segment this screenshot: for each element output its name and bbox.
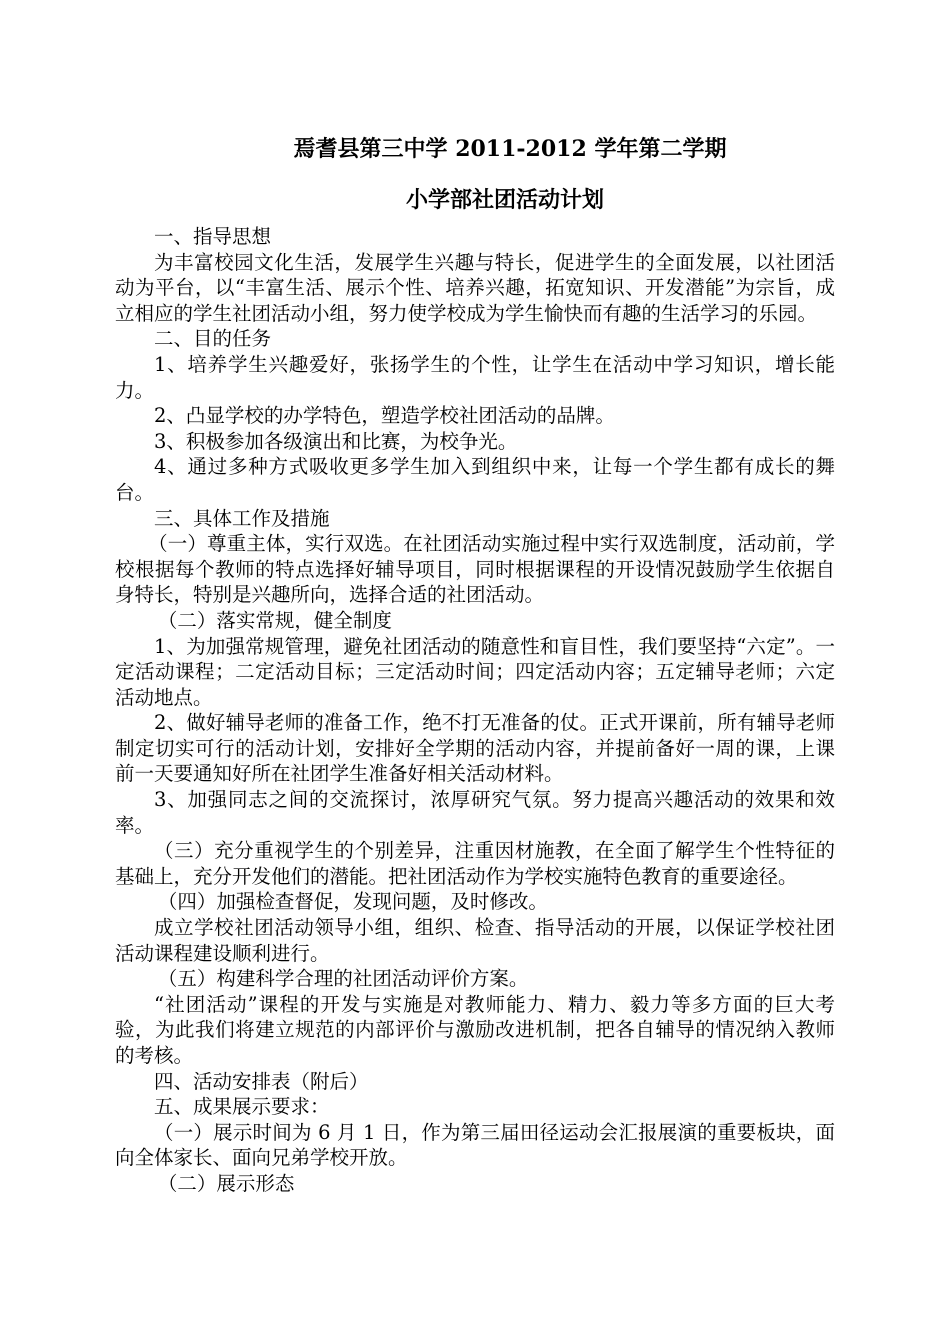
subsection-heading: （二）展示形态: [157, 1171, 295, 1195]
paragraph: （一）尊重主体，实行双选。在社团活动实施过程中实行双选制度，活动前，学校根据每个教师的特点选择好辅导项目，同时根据课程的开设情况鼓励学生依据自身特长，特别是兴趣所向，选择合适的社团活动。: [115, 532, 835, 607]
paragraph: （一）展示时间为 6 月 1 日，作为第三届田径运动会汇报展演的重要板块，面向全体家长、面向兄弟学校开放。: [115, 1120, 835, 1170]
paragraph: 为丰富校园文化生活，发展学生兴趣与特长，促进学生的全面发展，以社团活动为平台，以“丰富生活、展示个性、培养兴趣，拓宽知识、开发潜能”为宗旨，成立相应的学生社团活动小组，努力使学校成为学生愉快而有趣的生活学习的乐园。: [115, 250, 835, 325]
section-heading: 一、指导思想: [154, 225, 272, 248]
subsection-heading: （四）加强检查督促，发现问题，及时修改。: [157, 890, 548, 914]
paragraph: 1、为加强常规管理，避免社团活动的随意性和盲目性，我们要坚持“六定”。一定活动课程；二定活动目标；三定活动时间；四定活动内容；五定辅导老师；六定活动地点。: [115, 634, 835, 709]
paragraph: 3、加强同志之间的交流探讨，浓厚研究气氛。努力提高兴趣活动的效果和效率。: [115, 788, 835, 837]
subsection-heading: （五）构建科学合理的社团活动评价方案。: [157, 967, 529, 991]
section-heading: 三、具体工作及措施: [154, 506, 330, 530]
paragraph: 3、积极参加各级演出和比赛，为校争光。: [154, 429, 518, 453]
paragraph: 成立学校社团活动领导小组，组织、检查、指导活动的开展，以保证学校社团活动课程建设顺利进行。: [115, 916, 835, 965]
document-body: [115, 224, 835, 1197]
document-title-line1: 焉耆县第三中学 2011-2012 学年第二学期: [293, 136, 727, 162]
section-heading: 二、目的任务: [154, 327, 272, 351]
section-heading: 五、成果展示要求：: [154, 1095, 330, 1119]
subsection-heading: （二）落实常规，健全制度: [157, 608, 392, 632]
paragraph: “社团活动”课程的开发与实施是对教师能力、精力、毅力等多方面的巨大考验，为此我们将建立规范的内部评价与激励改进机制，把各自辅导的情况纳入教师的考核。: [115, 992, 835, 1067]
paragraph: 2、凸显学校的办学特色，塑造学校社团活动的品牌。: [154, 404, 615, 428]
paragraph: 1、培养学生兴趣爱好，张扬学生的个性，让学生在活动中学习知识，增长能力。: [115, 352, 835, 402]
section-heading: 四、活动安排表（附后）: [154, 1069, 369, 1093]
document-title-line2: 小学部社团活动计划: [405, 187, 604, 213]
paragraph: （三）充分重视学生的个别差异，注重因材施教，在全面了解学生个性特征的基础上，充分开发他们的潜能。把社团活动作为学校实施特色教育的重要途径。: [115, 839, 835, 888]
paragraph: 2、做好辅导老师的准备工作，绝不打无准备的仗。正式开课前，所有辅导老师制定切实可行的活动计划，安排好全学期的活动内容，并提前备好一周的课，上课前一天要通知好所在社团学生准备好相关活动材料。: [115, 711, 835, 786]
paragraph: 4、通过多种方式吸收更多学生加入到组织中来，让每一个学生都有成长的舞台。: [115, 455, 835, 504]
